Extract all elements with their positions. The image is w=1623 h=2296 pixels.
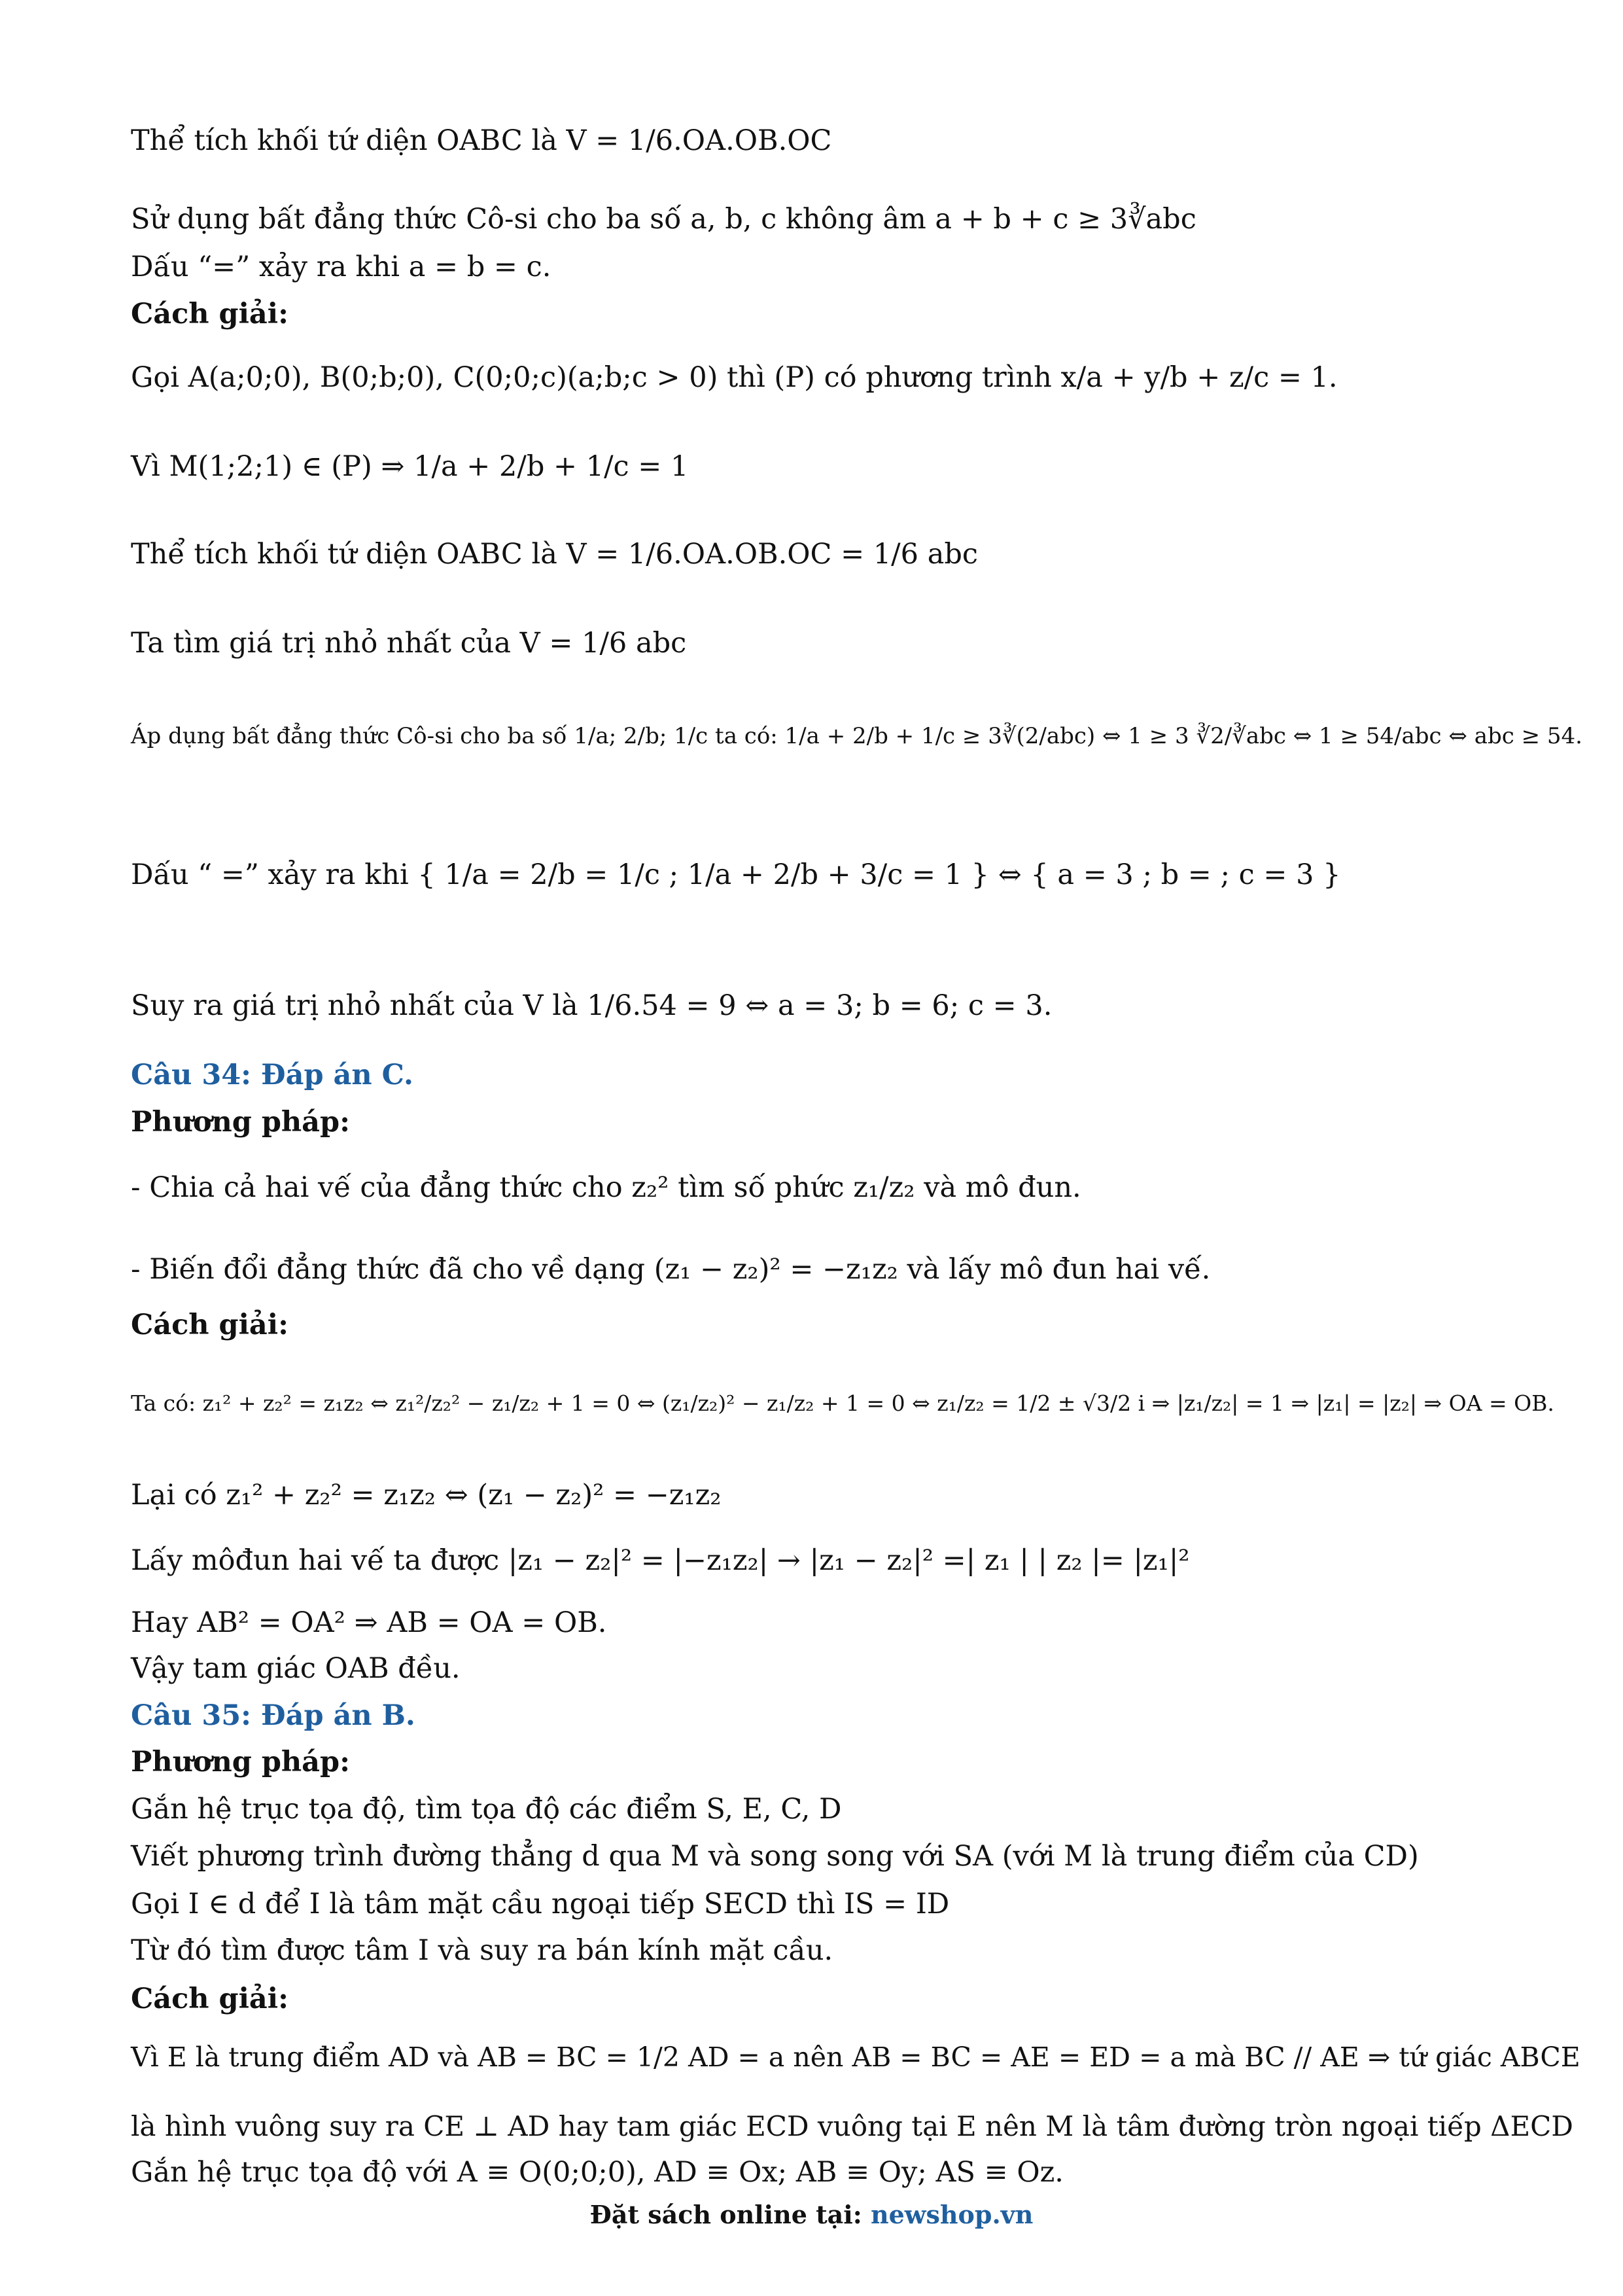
footer-label: Đặt sách online tại: <box>589 2200 871 2229</box>
question-heading-34: Câu 34: Đáp án C. <box>131 1059 414 1091</box>
section-heading-solution-3: Cách giải: <box>131 1983 288 2015</box>
section-heading-method-2: Phương pháp: <box>131 1106 350 1139</box>
text-line-06: Vì M(1;2;1) ∈ (P) ⇒ 1/a + 2/b + 1/c = 1 <box>131 450 689 483</box>
text-line-20: Hay AB² = OA² ⇒ AB = OA = OB. <box>131 1606 607 1639</box>
text-line-09: Áp dụng bất đẳng thức Cô-si cho ba số 1/a; 2/b; 1/c ta có: 1/a + 2/b + 1/c ≥ 3∛(2/abc) ⇔ 1 ≥ 3 ∛2/∛abc ⇔ 1 ≥ 54/abc ⇔ abc ≥ 54. <box>131 723 1582 749</box>
section-heading-solution-2: Cách giải: <box>131 1309 288 1341</box>
text-line-25: Viết phương trình đường thẳng d qua M và song song với SA (với M là trung điểm của CD) <box>131 1840 1419 1873</box>
text-line-26: Gọi I ∈ d để I là tâm mặt cầu ngoại tiếp SECD thì IS = ID <box>131 1888 950 1920</box>
text-line-14: - Chia cả hai vế của đẳng thức cho z₂² tìm số phức z₁/z₂ và mô đun. <box>131 1171 1081 1204</box>
question-heading-35: Câu 35: Đáp án B. <box>131 1699 415 1732</box>
text-line-27: Từ đó tìm được tâm I và suy ra bán kính mặt cầu. <box>131 1934 833 1967</box>
text-line-24: Gắn hệ trục tọa độ, tìm tọa độ các điểm S, E, C, D <box>131 1793 842 1826</box>
page-footer <box>0 2200 1623 2229</box>
text-line-10-system: Dấu “ =” xảy ra khi { 1/a = 2/b = 1/c ; 1/a + 2/b + 3/c = 1 } ⇔ { a = 3 ; b = ; c = 3 } <box>131 858 1341 891</box>
text-line-21: Vậy tam giác OAB đều. <box>131 1652 461 1685</box>
text-line-08: Ta tìm giá trị nhỏ nhất của V = 1/6 abc <box>131 627 687 660</box>
text-line-15: - Biến đổi đẳng thức đã cho về dạng (z₁ − z₂)² = −z₁z₂ và lấy mô đun hai vế. <box>131 1253 1211 1286</box>
text-line-31: Gắn hệ trục tọa độ với A ≡ O(0;0;0), AD ≡ Ox; AB ≡ Oy; AS ≡ Oz. <box>131 2156 1064 2189</box>
text-line-11: Suy ra giá trị nhỏ nhất của V là 1/6.54 = 9 ⇔ a = 3; b = 6; c = 3. <box>131 989 1053 1022</box>
text-line-07: Thể tích khối tứ diện OABC là V = 1/6.OA.OB.OC = 1/6 abc <box>131 538 978 571</box>
text-line-19: Lấy môđun hai vế ta được |z₁ − z₂|² = |−z₁z₂| → |z₁ − z₂|² =| z₁ | | z₂ |= |z₁|² <box>131 1544 1190 1577</box>
text-line-17: Ta có: z₁² + z₂² = z₁z₂ ⇔ z₁²/z₂² − z₁/z₂ + 1 = 0 ⇔ (z₁/z₂)² − z₁/z₂ + 1 = 0 ⇔ z₁/z₂ = 1/2 ± √3/2 i ⇒ |z₁/z₂| = 1 ⇒ |z₁| = |z₂| ⇒ OA = OB. <box>131 1390 1554 1416</box>
section-heading-method-1: Cách giải: <box>131 298 288 330</box>
footer-site-link[interactable]: newshop.vn <box>870 2200 1034 2229</box>
section-heading-method-3: Phương pháp: <box>131 1746 350 1778</box>
text-line-18: Lại có z₁² + z₂² = z₁z₂ ⇔ (z₁ − z₂)² = −z₁z₂ <box>131 1479 722 1511</box>
text-line-01: Thể tích khối tứ diện OABC là V = 1/6.OA.OB.OC <box>131 124 832 157</box>
text-line-02: Sử dụng bất đẳng thức Cô-si cho ba số a, b, c không âm a + b + c ≥ 3∛abc <box>131 203 1196 236</box>
text-line-29: Vì E là trung điểm AD và AB = BC = 1/2 AD = a nên AB = BC = AE = ED = a mà BC // AE ⇒ tứ giác ABCE <box>131 2041 1580 2073</box>
text-line-05: Gọi A(a;0;0), B(0;b;0), C(0;0;c)(a;b;c > 0) thì (P) có phương trình x/a + y/b + z/c = 1. <box>131 361 1338 394</box>
text-line-30: là hình vuông suy ra CE ⊥ AD hay tam giác ECD vuông tại E nên M là tâm đường tròn ngoại tiếp ΔECD <box>131 2110 1573 2142</box>
text-line-03: Dấu “=” xảy ra khi a = b = c. <box>131 251 551 283</box>
